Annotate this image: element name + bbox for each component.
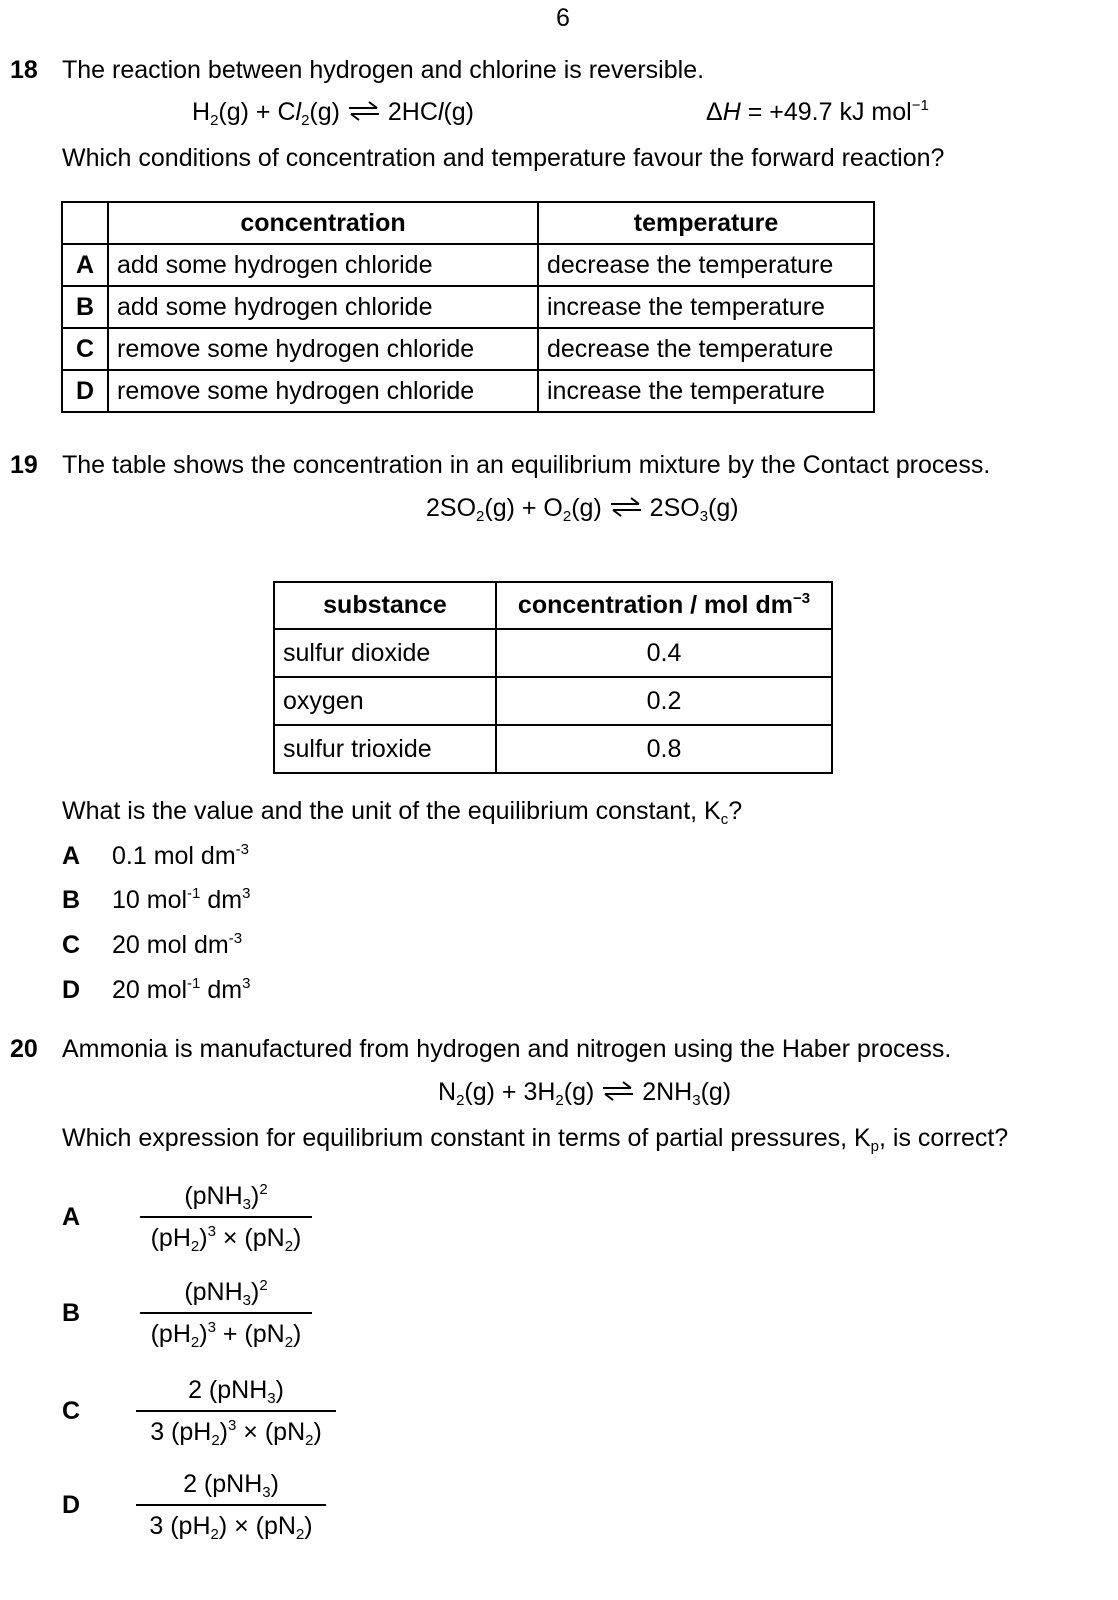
q18-header-temperature: temperature [538, 202, 874, 244]
q19-row-concentration: 0.8 [496, 725, 832, 773]
q19-option-letter: D [62, 976, 81, 1004]
equilibrium-arrow-icon [609, 496, 643, 518]
table-row [62, 286, 874, 328]
q20-option-a-expression: $(pNH_3)^2$ $(pH_2)^3 \times (pN_2)$ [140, 1176, 312, 1258]
q19-option-letter: B [62, 886, 81, 914]
q18-row-letter: D [62, 370, 108, 412]
q19-option-text: 10 mol$^{-1}$ $dm^3$ [112, 885, 251, 914]
q20-question: Which expression for equilibrium constant in terms of partial pressures, $K_p$, is correct? [62, 1124, 1009, 1155]
q18-enthalpy: ΔH = +49.7 kJ mol$^{-1}$ [706, 97, 929, 126]
table-row [274, 629, 832, 677]
q18-row-concentration: add some hydrogen chloride [108, 286, 538, 328]
q19-option-text: 0.1 mol $dm^{-3}$ [112, 841, 250, 870]
q20-option-letter: A [62, 1203, 81, 1231]
q20-option-c-expression: 2 (pNH$_3$) 3 $(pH_2)^3 \times (pN_2)$ [136, 1370, 336, 1452]
q18-row-temperature: decrease the temperature [538, 328, 874, 370]
q18-header-blank [62, 202, 108, 244]
q19-stem: The table shows the concentration in an equilibrium mixture by the Contact process. [62, 451, 991, 479]
q18-row-concentration: remove some hydrogen chloride [108, 328, 538, 370]
q19-row-substance: oxygen [274, 677, 496, 725]
q20-number: 20 [10, 1035, 38, 1063]
equilibrium-arrow-icon [601, 1080, 635, 1102]
q20-option-letter: B [62, 1299, 81, 1327]
q18-row-letter: B [62, 286, 108, 328]
q19-question: What is the value and the unit of the equilibrium constant, $K_c$? [62, 797, 743, 828]
table-row [274, 677, 832, 725]
q18-stem: The reaction between hydrogen and chlorine is reversible. [62, 56, 705, 84]
q20-option-d-expression: 2 (pNH$_3$) 3 $(pH_2) \times (pN_2)$ [136, 1464, 326, 1546]
q18-equation: $H_2(g) + Cl_2(g)$ 2HCl(g) [192, 98, 475, 129]
q18-row-temperature: increase the temperature [538, 370, 874, 412]
q19-row-concentration: 0.2 [496, 677, 832, 725]
q20-stem: Ammonia is manufactured from hydrogen and nitrogen using the Haber process. [62, 1035, 952, 1063]
q19-equation: $2SO_2(g) + O_2(g)$ $2SO_3(g)$ [426, 494, 739, 525]
table-row [274, 725, 832, 773]
q18-row-temperature: increase the temperature [538, 286, 874, 328]
q19-header-substance: substance [274, 582, 496, 629]
table-row [62, 328, 874, 370]
q19-header-concentration: concentration / mol $dm^{-3}$ [496, 582, 832, 629]
q18-row-temperature: decrease the temperature [538, 244, 874, 286]
q19-option-text: 20 mol $dm^{-3}$ [112, 930, 243, 959]
q19-option-letter: C [62, 931, 81, 959]
q20-option-b-expression: $(pNH_3)^2$ $(pH_2)^3 + (pN_2)$ [140, 1272, 312, 1354]
q19-row-substance: sulfur dioxide [274, 629, 496, 677]
q18-row-concentration: add some hydrogen chloride [108, 244, 538, 286]
page-number: 6 [556, 4, 570, 32]
table-row [62, 370, 874, 412]
q20-equation: $N_2(g) + 3H_2(g)$ $2NH_3(g)$ [438, 1078, 732, 1109]
q18-row-letter: A [62, 244, 108, 286]
equilibrium-arrow-icon [347, 100, 381, 122]
q19-option-text: 20 mol$^{-1}$ $dm^3$ [112, 975, 251, 1004]
table-row [62, 244, 874, 286]
q19-concentration-table [273, 581, 833, 774]
q19-number: 19 [10, 451, 38, 479]
q18-row-letter: C [62, 328, 108, 370]
q18-options-table [61, 201, 875, 413]
q20-option-letter: D [62, 1491, 81, 1519]
q18-number: 18 [10, 56, 38, 84]
q18-header-concentration: concentration [108, 202, 538, 244]
q19-option-letter: A [62, 842, 81, 870]
q19-row-concentration: 0.4 [496, 629, 832, 677]
q18-row-concentration: remove some hydrogen chloride [108, 370, 538, 412]
q19-row-substance: sulfur trioxide [274, 725, 496, 773]
q18-question: Which conditions of concentration and temperature favour the forward reaction? [62, 144, 945, 172]
q20-option-letter: C [62, 1397, 81, 1425]
